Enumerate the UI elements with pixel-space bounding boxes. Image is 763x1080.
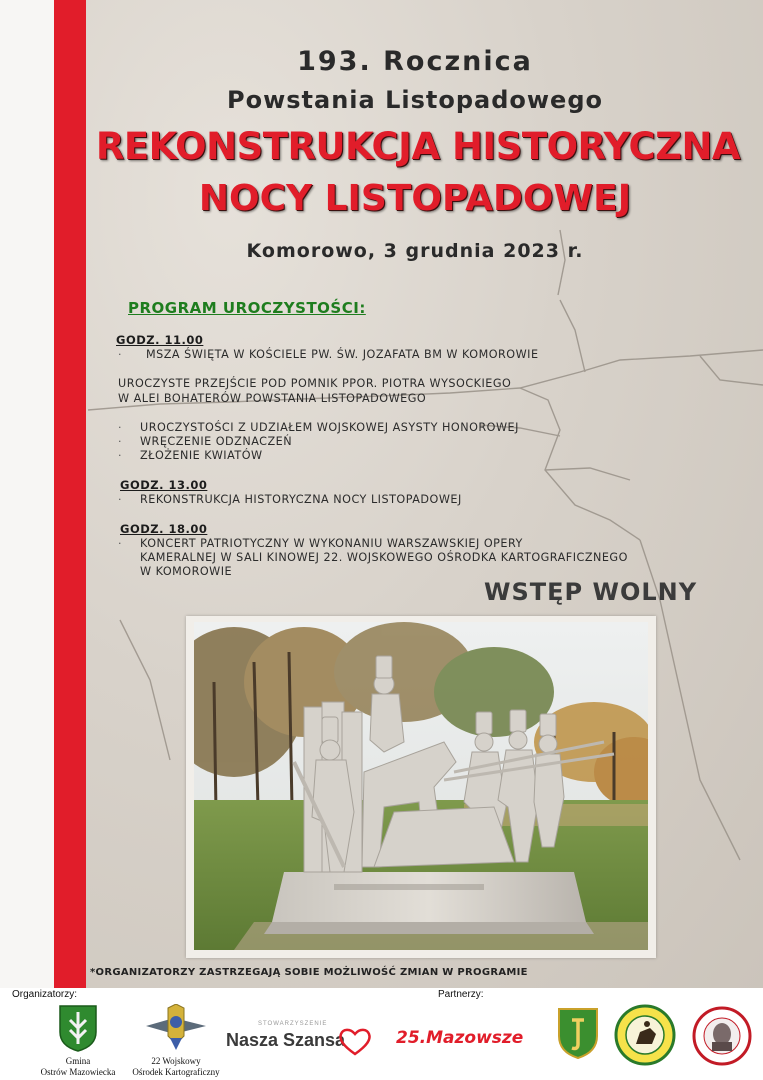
strzelec-shield-icon (556, 1006, 600, 1060)
program-line: W ALEI BOHATERÓW POWSTANIA LISTOPADOWEGO (118, 392, 427, 405)
program-item: UROCZYSTOŚCI Z UDZIAŁEM WOJSKOWEJ ASYSTY HONOROWEJ (140, 421, 519, 434)
program-item: REKONSTRUKCJA HISTORYCZNA NOCY LISTOPADOWEJ (140, 493, 462, 506)
zwiazek-pilsudczykow-logo-icon (692, 1006, 752, 1066)
program-line: UROCZYSTE PRZEJŚCIE POD POMNIK PPOR. PIOTRA WYSOCKIEGO (118, 377, 512, 390)
time-11: GODZ. 11.00 (116, 333, 204, 347)
tpk-komorowa-logo-icon (614, 1004, 676, 1066)
anniversary-title: 193. Rocznica (297, 46, 533, 77)
bullet: · (118, 493, 122, 506)
program-line: W KOMOROWIE (140, 565, 233, 578)
monument-photo (194, 622, 648, 950)
program-heading: PROGRAM UROCZYSTOŚCI: (128, 299, 366, 317)
program-line: KAMERALNEJ W SALI KINOWEJ 22. WOJSKOWEGO OŚRODKA KARTOGRAFICZNEGO (140, 551, 628, 564)
mazowsze-logo-text: 25.Mazowsze (396, 1028, 524, 1048)
reconstruction-title: REKONSTRUKCJA HISTORYCZNA (95, 125, 741, 168)
wok-emblem-icon (144, 1004, 208, 1050)
bullet: · (118, 537, 122, 550)
time-18: GODZ. 18.00 (120, 522, 208, 536)
bullet: · (118, 449, 122, 462)
program-line: KONCERT PATRIOTYCZNY W WYKONANIU WARSZAWSKIEJ OPERY (140, 537, 523, 550)
uprising-title: Powstania Listopadowego (227, 86, 603, 114)
night-title: NOCY LISTOPADOWEJ (198, 178, 632, 219)
free-entry: WSTĘP WOLNY (484, 578, 698, 606)
place-date: Komorowo, 3 grudnia 2023 r. (246, 240, 584, 262)
nasza-szansa-caption: STOWARZYSZENIE (258, 1021, 328, 1027)
organizers-label: Organizatorzy: (12, 989, 78, 1000)
heart-icon (338, 1028, 372, 1056)
program-change-note: *ORGANIZATORZY ZASTRZEGAJĄ SOBIE MOŻLIWOŚĆ ZMIAN W PROGRAMIE (90, 967, 528, 978)
bullet: · (118, 435, 122, 448)
gmina-coat-of-arms-icon (58, 1004, 98, 1052)
gmina-name-line2: Ostrów Mazowiecka (40, 1067, 116, 1077)
wok-name-line1: 22 Wojskowy (151, 1056, 201, 1066)
wok-name-line2: Ośrodek Kartograficzny (132, 1067, 220, 1077)
gmina-name-line1: Gmina (65, 1056, 91, 1066)
monument-illustration (194, 622, 648, 950)
nasza-szansa-logo-text: Nasza Szansa (226, 1030, 346, 1050)
bullet: · (118, 348, 122, 361)
partners-label: Partnerzy: (438, 989, 484, 1000)
bullet: · (118, 421, 122, 434)
program-item: WRĘCZENIE ODZNACZEŃ (140, 435, 293, 448)
program-item: ZŁOŻENIE KWIATÓW (140, 449, 263, 462)
program-item: MSZA ŚWIĘTA W KOŚCIELE PW. ŚW. JOZAFATA BM W KOMOROWIE (146, 348, 539, 361)
time-13: GODZ. 13.00 (120, 478, 208, 492)
